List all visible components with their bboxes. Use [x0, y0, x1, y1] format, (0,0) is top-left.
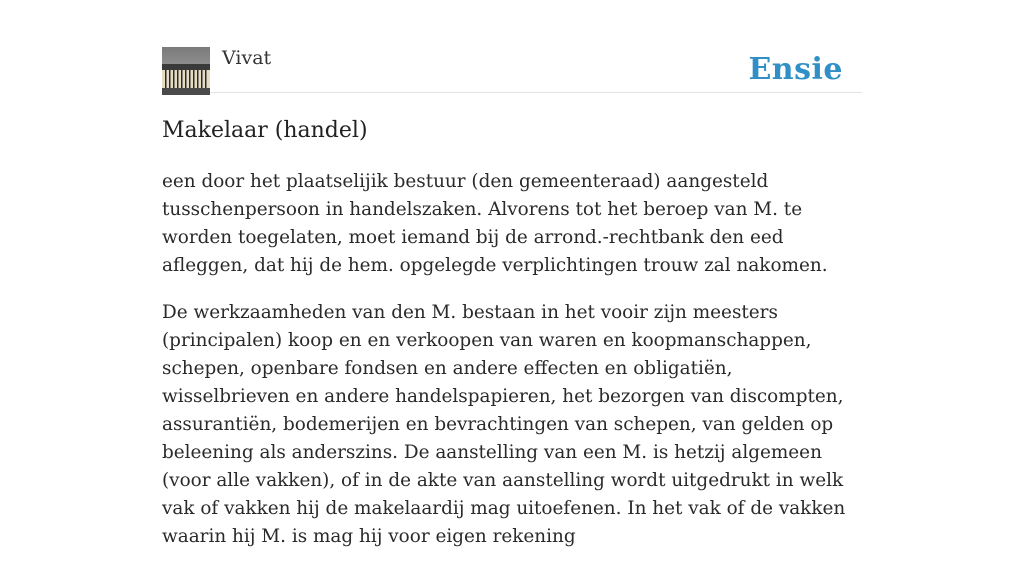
- avatar[interactable]: [162, 47, 210, 95]
- article-paragraph: De werkzaamheden van den M. bestaan in het vooir zijn meesters (principalen) koop en en verkoopen van waren en koopmanschappen, schepen, openbare fondsen en andere effecten en obligatiën, wisselbrieven en andere handelspapieren, het bezorgen van discompten, assurantiën, bodemerijen en bevrachtingen van schepen, van gelden op beleening als anderszins. De aanstelling van een M. is hetzij algemeen (voor alle vakken), of in de akte van aanstelling wordt uitgedrukt in welk vak of vakken hij de makelaardij mag uitoefenen. In het vak of de vakken waarin hij M. is mag hij voor eigen rekening: [162, 302, 846, 547]
- avatar-image: [162, 47, 210, 95]
- article-paragraph: een door het plaatselijik bestuur (den gemeenteraad) aangesteld tusschenpersoon in handelszaken. Alvorens tot het beroep van M. te worden toegelaten, moet iemand bij de arrond.-rechtbank den eed afleggen, dat hij de hem. opgelegde verplichtingen trouw zal nakomen.: [162, 171, 828, 276]
- page-title: Makelaar (handel): [162, 118, 368, 143]
- author-name[interactable]: Vivat: [222, 47, 272, 69]
- article-body: [162, 168, 862, 570]
- brand-logo[interactable]: Ensie: [748, 52, 843, 87]
- header: [162, 46, 862, 93]
